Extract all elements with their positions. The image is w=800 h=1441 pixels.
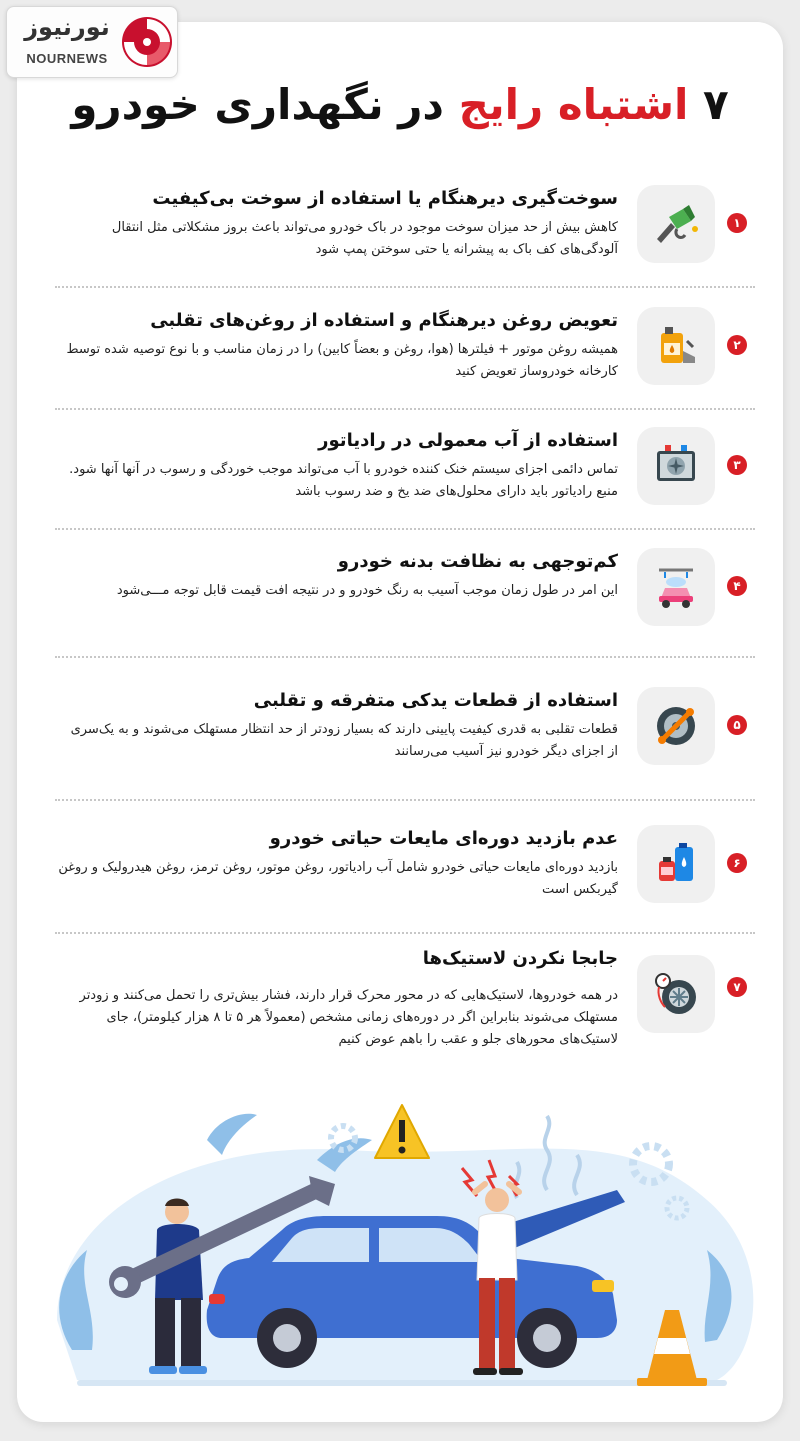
item-number-badge: ۴: [727, 576, 747, 596]
item-description: همیشه روغن موتور + فیلترها (هوا، روغن و بعضاً کابین) را در زمان مناسب و با نوع توصیه شده توسط کارخانه خودروساز تعویض کنید: [66, 342, 618, 379]
item-description: این امر در طول زمان موجب آسیب به رنگ خودرو و در نتیجه افت قیمت قابل توجه مـــی‌شود: [116, 583, 618, 598]
item-title: عدم بازدید دوره‌ای مایعات حیاتی خودرو: [269, 828, 618, 849]
item-title: استفاده از قطعات یدکی متفرقه و تقلبی: [253, 690, 618, 711]
page-title: [30, 80, 770, 129]
nournews-logo: [6, 6, 178, 78]
logo-text-en: NOURNEWS: [26, 51, 108, 66]
title-rest: در نگهداری خودرو: [71, 80, 444, 129]
logo-swirl-icon: [120, 15, 174, 69]
item-number-badge: ۱: [727, 213, 747, 233]
divider: [55, 528, 755, 530]
item-title: سوخت‌گیری دیرهنگام یا استفاده از سوخت بی‌کیفیت: [152, 188, 618, 209]
item-description: بازدید دوره‌ای مایعات حیاتی خودرو شامل آب رادیاتور، روغن موتور، روغن ترمز، روغن هیدرولیک و روغن گیربکس است: [58, 860, 618, 897]
item-number-badge: ۳: [727, 455, 747, 475]
divider: [55, 656, 755, 658]
fluid-bottles-icon: [637, 825, 715, 903]
item-title: جابجا نکردن لاستیک‌ها: [422, 948, 618, 969]
item-title: استفاده از آب معمولی در رادیاتور: [318, 430, 618, 451]
oil-can-icon: [637, 307, 715, 385]
wheel-wrench-icon: [637, 687, 715, 765]
logo-text-fa: نورنیوز: [24, 13, 110, 41]
item-number-badge: ۵: [727, 715, 747, 735]
item-description: قطعات تقلبی به قدری کیفیت پایینی دارند که بسیار زودتر از حد انتظار مستهلک می‌شوند و به یک‌سری از اجزای دیگر خودرو نیز آسیب می‌رسانند: [70, 722, 618, 759]
item-title: کم‌توجهی به نظافت بدنه خودرو: [337, 551, 618, 572]
divider: [55, 932, 755, 934]
divider: [55, 408, 755, 410]
tire-pressure-icon: [637, 955, 715, 1033]
radiator-icon: [637, 427, 715, 505]
item-description: کاهش بیش از حد میزان سوخت موجود در باک خودرو می‌تواند باعث بروز مشکلاتی مثل انتقال آلودگی‌های کف باک به پیشرانه یا حتی سوختن پمپ شود: [111, 220, 618, 257]
item-title: تعویض روغن دیرهنگام و استفاده از روغن‌های تقلبی: [150, 310, 618, 331]
divider: [55, 799, 755, 801]
item-number-badge: ۷: [727, 977, 747, 997]
item-number-badge: ۶: [727, 853, 747, 873]
item-number-badge: ۲: [727, 335, 747, 355]
car-wash-icon: [637, 548, 715, 626]
title-accent: اشتباه رایج: [458, 80, 689, 129]
fuel-nozzle-icon: [637, 185, 715, 263]
broken-car-illustration: [17, 1080, 783, 1410]
divider: [55, 286, 755, 288]
item-description: تماس دائمی اجزای سیستم خنک کننده خودرو با آب می‌تواند موجب خوردگی و رسوب در آنها آنها شود. منبع رادیاتور باید دارای محلول‌های ضد یخ و ضد رسوب باشد: [69, 462, 618, 499]
item-description: در همه خودروها، لاستیک‌هایی که در محور محرک قرار دارند، فشار بیش‌تری را تحمل می‌کنند و زودتر مستهلک می‌شوند بنابراین اگر در دوره‌های زمانی مشخص (معمولاً هر ۵ تا ۸ هزار کیلومتر)، جای لاستیک‌های محورهای جلو و عقب را باهم عوض کنیم: [79, 988, 618, 1047]
title-number: ۷: [703, 80, 729, 129]
